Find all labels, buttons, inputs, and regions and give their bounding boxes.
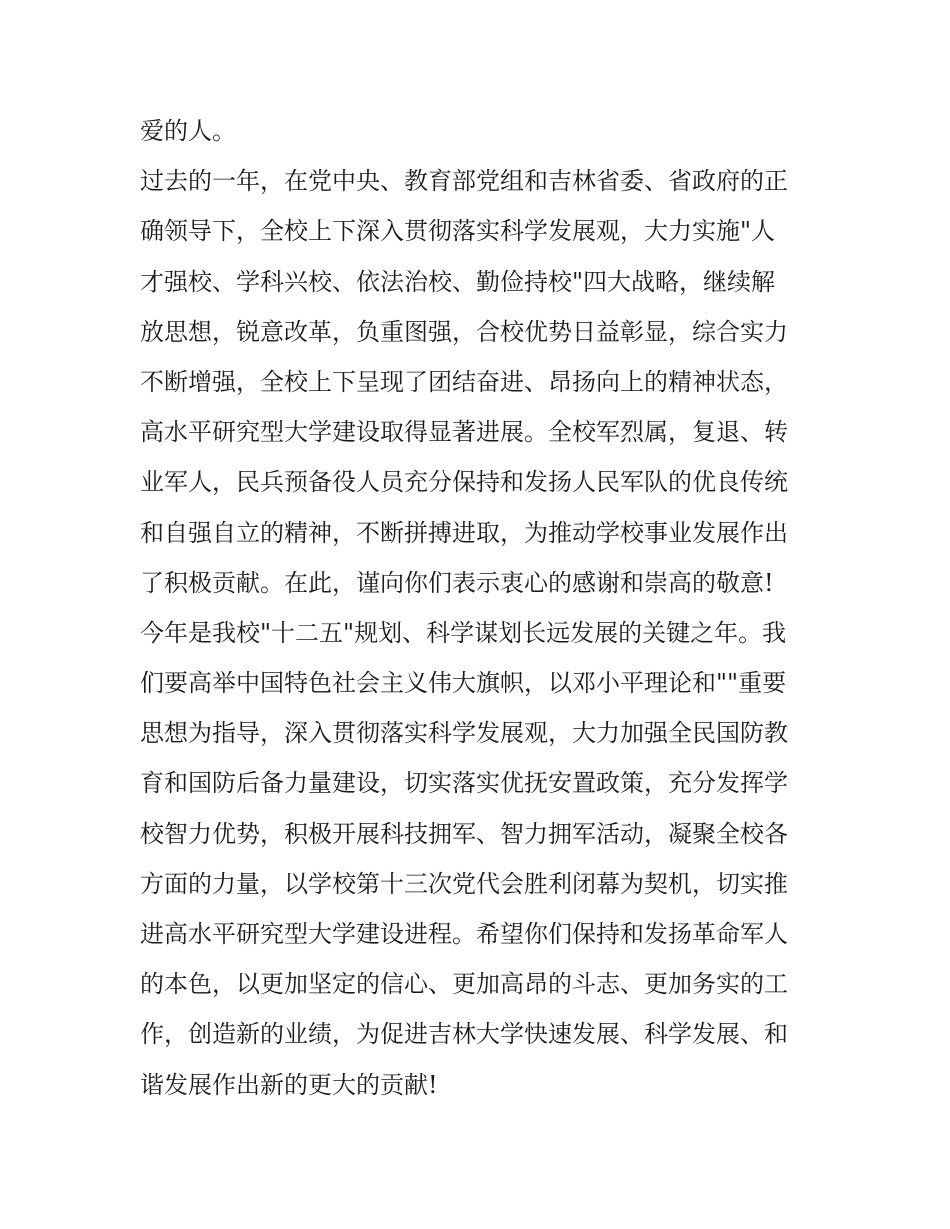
text-line: 不断增强，全校上下呈现了团结奋进、昂扬向上的精神状态， [140,367,788,396]
text-line: 业军人，民兵预备役人员充分保持和发扬人民军队的优良传统 [140,468,788,497]
text-line: 作，创造新的业绩，为促进吉林大学快速发展、科学发展、和 [140,1020,788,1049]
text-line: 方面的力量，以学校第十三次党代会胜利闭幕为契机，切实推 [140,869,788,898]
text-line: 确领导下，全校上下深入贯彻落实科学发展观，大力实施"人 [140,217,776,246]
text-line: 今年是我校"十二五"规划、科学谋划长远发展的关键之年。我 [140,618,787,647]
text-line: 校智力优势，积极开展科技拥军、智力拥军活动，凝聚全校各 [140,819,788,848]
text-line: 们要高举中国特色社会主义伟大旗帜，以邓小平理论和""重要 [140,669,787,698]
text-line: 了积极贡献。在此，谨向你们表示衷心的感谢和崇高的敬意! [140,568,774,597]
text-line: 过去的一年，在党中央、教育部党组和吉林省委、省政府的正 [140,167,788,196]
text-line: 进高水平研究型大学建设进程。希望你们保持和发扬革命军人 [140,920,788,948]
text-line: 高水平研究型大学建设取得显著进展。全校军烈属，复退、转 [140,418,788,447]
text-line: 育和国防后备力量建设，切实落实优抚安置政策，充分发挥学 [140,769,788,798]
document-body-text [140,106,820,1110]
text-line: 才强校、学科兴校、依法治校、勤俭持校"四大战略，继续解 [140,267,776,296]
text-line: 和自强自立的精神，不断拼搏进取，为推动学校事业发展作出 [140,518,788,547]
text-line: 爱的人。 [140,117,236,145]
text-line: 思想为指导，深入贯彻落实科学发展观，大力加强全民国防教 [140,719,788,748]
text-line: 的本色，以更加坚定的信心、更加高昂的斗志、更加务实的工 [140,970,788,999]
text-line: 放思想，锐意改革，负重图强，合校优势日益彰显，综合实力 [140,317,788,346]
text-line: 谐发展作出新的更大的贡献! [140,1070,438,1099]
